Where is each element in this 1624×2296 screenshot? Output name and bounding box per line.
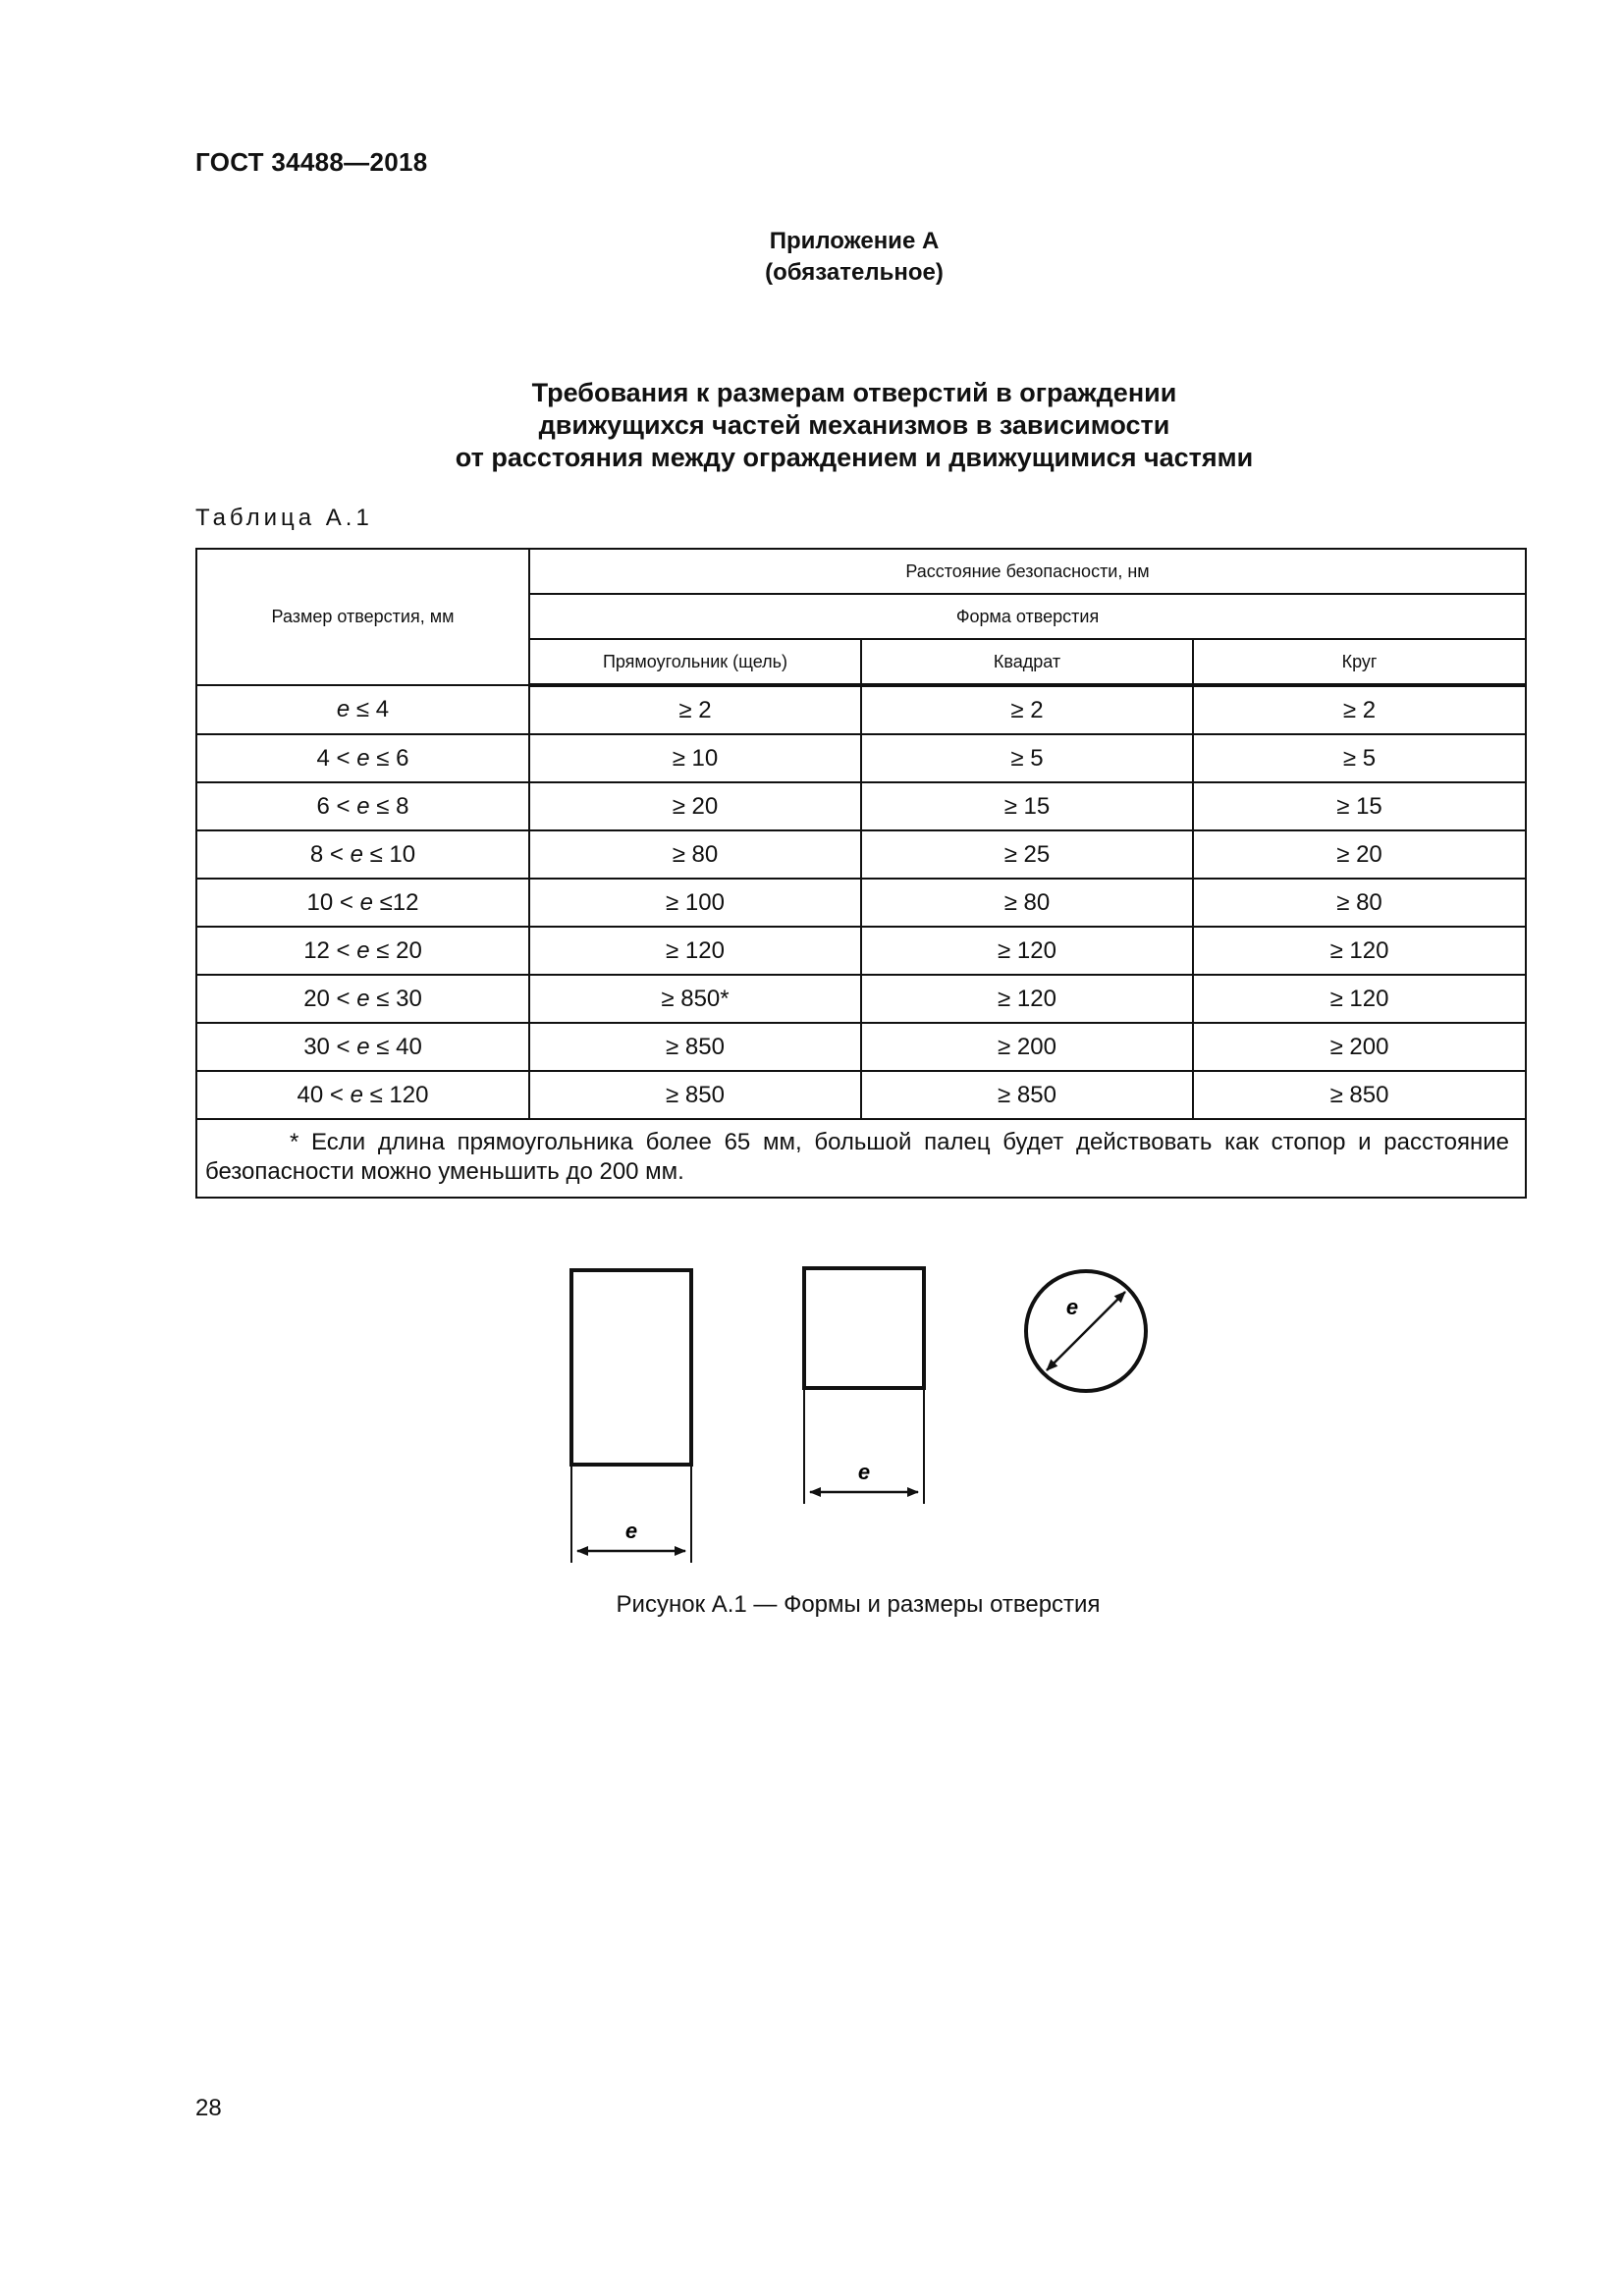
cell-square: ≥ 2 [861, 685, 1193, 734]
cell-opening-size [196, 734, 529, 782]
cell-circle: ≥ 2 [1193, 685, 1526, 734]
size-lower-bound: 20 < [303, 985, 357, 1012]
cell-opening-size [196, 927, 529, 975]
table-footnote: * Если длина прямоугольника более 65 мм, большой палец будет действовать как стопор и расстояние безопасности можно уменьшить до 200 мм. [196, 1119, 1526, 1198]
size-upper-bound: ≤ 8 [369, 792, 409, 820]
heading-line: Требования к размерам отверстий в ограждении [531, 378, 1177, 407]
size-variable: e [356, 744, 370, 772]
cell-opening-size [196, 879, 529, 927]
cell-opening-size [196, 1023, 529, 1071]
cell-opening-size [196, 1071, 529, 1119]
size-lower-bound: 8 < [309, 840, 351, 868]
cell-square: ≥ 850 [861, 1071, 1193, 1119]
size-upper-bound: ≤ 40 [369, 1033, 422, 1060]
cell-square: ≥ 25 [861, 830, 1193, 879]
header-circle: Круг [1193, 639, 1526, 685]
cell-square: ≥ 120 [861, 975, 1193, 1023]
cell-rectangle: ≥ 850* [529, 975, 861, 1023]
rectangle-dimension-label: e [624, 1519, 638, 1543]
table-row [196, 830, 1526, 879]
header-safety-distance: Расстояние безопасности, нм [529, 549, 1526, 594]
table-caption: Таблица А.1 [195, 505, 373, 531]
table-row [196, 879, 1526, 927]
heading-line: движущихся частей механизмов в зависимости [538, 410, 1170, 440]
size-lower-bound: 12 < [303, 936, 357, 964]
table-row [196, 1023, 1526, 1071]
size-lower-bound: 30 < [303, 1033, 357, 1060]
size-variable: e [356, 936, 370, 964]
opening-shapes-figure [550, 1247, 1178, 1580]
cell-square: ≥ 15 [861, 782, 1193, 830]
cell-circle: ≥ 120 [1193, 975, 1526, 1023]
cell-rectangle: ≥ 20 [529, 782, 861, 830]
cell-rectangle: ≥ 10 [529, 734, 861, 782]
cell-circle: ≥ 850 [1193, 1071, 1526, 1119]
size-upper-bound: ≤ 10 [362, 840, 416, 868]
table-row [196, 975, 1526, 1023]
section-heading [0, 377, 1624, 474]
cell-rectangle: ≥ 100 [529, 879, 861, 927]
cell-rectangle: ≥ 850 [529, 1071, 861, 1119]
circle-dimension-label: e [1065, 1295, 1079, 1319]
size-upper-bound: ≤ 20 [369, 936, 422, 964]
size-variable: e [350, 1081, 363, 1108]
size-variable: e [356, 792, 370, 820]
size-lower-bound: 10 < [306, 888, 360, 916]
appendix-status: (обязательное) [765, 259, 944, 286]
cell-circle: ≥ 5 [1193, 734, 1526, 782]
cell-circle: ≥ 20 [1193, 830, 1526, 879]
size-upper-bound: ≤ 120 [362, 1081, 429, 1108]
header-opening-size: Размер отверстия, мм [196, 549, 529, 685]
cell-rectangle: ≥ 850 [529, 1023, 861, 1071]
cell-rectangle: ≥ 80 [529, 830, 861, 879]
cell-circle: ≥ 200 [1193, 1023, 1526, 1071]
size-variable: e [356, 1033, 370, 1060]
heading-line: от расстояния между ограждением и движущимися частями [455, 443, 1254, 472]
size-upper-bound: ≤ 6 [369, 744, 409, 772]
cell-circle: ≥ 15 [1193, 782, 1526, 830]
standard-code: ГОСТ 34488—2018 [195, 147, 428, 177]
table-body [196, 685, 1526, 1119]
cell-circle: ≥ 120 [1193, 927, 1526, 975]
size-upper-bound: ≤12 [372, 888, 419, 916]
cell-square: ≥ 80 [861, 879, 1193, 927]
size-variable: e [356, 985, 370, 1012]
square-shape [804, 1268, 924, 1504]
size-lower-bound: 6 < [316, 792, 357, 820]
header-square: Квадрат [861, 639, 1193, 685]
circle-shape [1026, 1271, 1146, 1391]
size-lower-bound: 4 < [316, 744, 357, 772]
size-variable: e [336, 696, 351, 722]
figure-caption: Рисунок А.1 — Формы и размеры отверстия [616, 1591, 1101, 1618]
cell-square: ≥ 120 [861, 927, 1193, 975]
appendix-title: Приложение А [769, 228, 940, 254]
table-row [196, 782, 1526, 830]
rectangle-slot-shape [571, 1270, 691, 1563]
cell-opening-size [196, 975, 529, 1023]
cell-rectangle: ≥ 120 [529, 927, 861, 975]
cell-square: ≥ 200 [861, 1023, 1193, 1071]
page-number: 28 [195, 2095, 222, 2121]
table-row [196, 1071, 1526, 1119]
size-lower-bound: 40 < [297, 1081, 351, 1108]
table-row [196, 927, 1526, 975]
size-variable: e [359, 888, 373, 916]
square-dimension-label: e [857, 1460, 871, 1484]
cell-circle: ≥ 80 [1193, 879, 1526, 927]
cell-opening-size [196, 782, 529, 830]
header-rectangle: Прямоугольник (щель) [529, 639, 861, 685]
cell-square: ≥ 5 [861, 734, 1193, 782]
cell-opening-size [196, 685, 529, 734]
table-row [196, 685, 1526, 734]
header-opening-shape: Форма отверстия [529, 594, 1526, 639]
cell-opening-size [196, 830, 529, 879]
opening-size-table [195, 548, 1527, 1199]
size-upper-bound: ≤ 30 [369, 985, 422, 1012]
table-row [196, 734, 1526, 782]
cell-rectangle: ≥ 2 [529, 685, 861, 734]
size-upper-bound: ≤ 4 [350, 696, 390, 722]
size-variable: e [350, 840, 363, 868]
